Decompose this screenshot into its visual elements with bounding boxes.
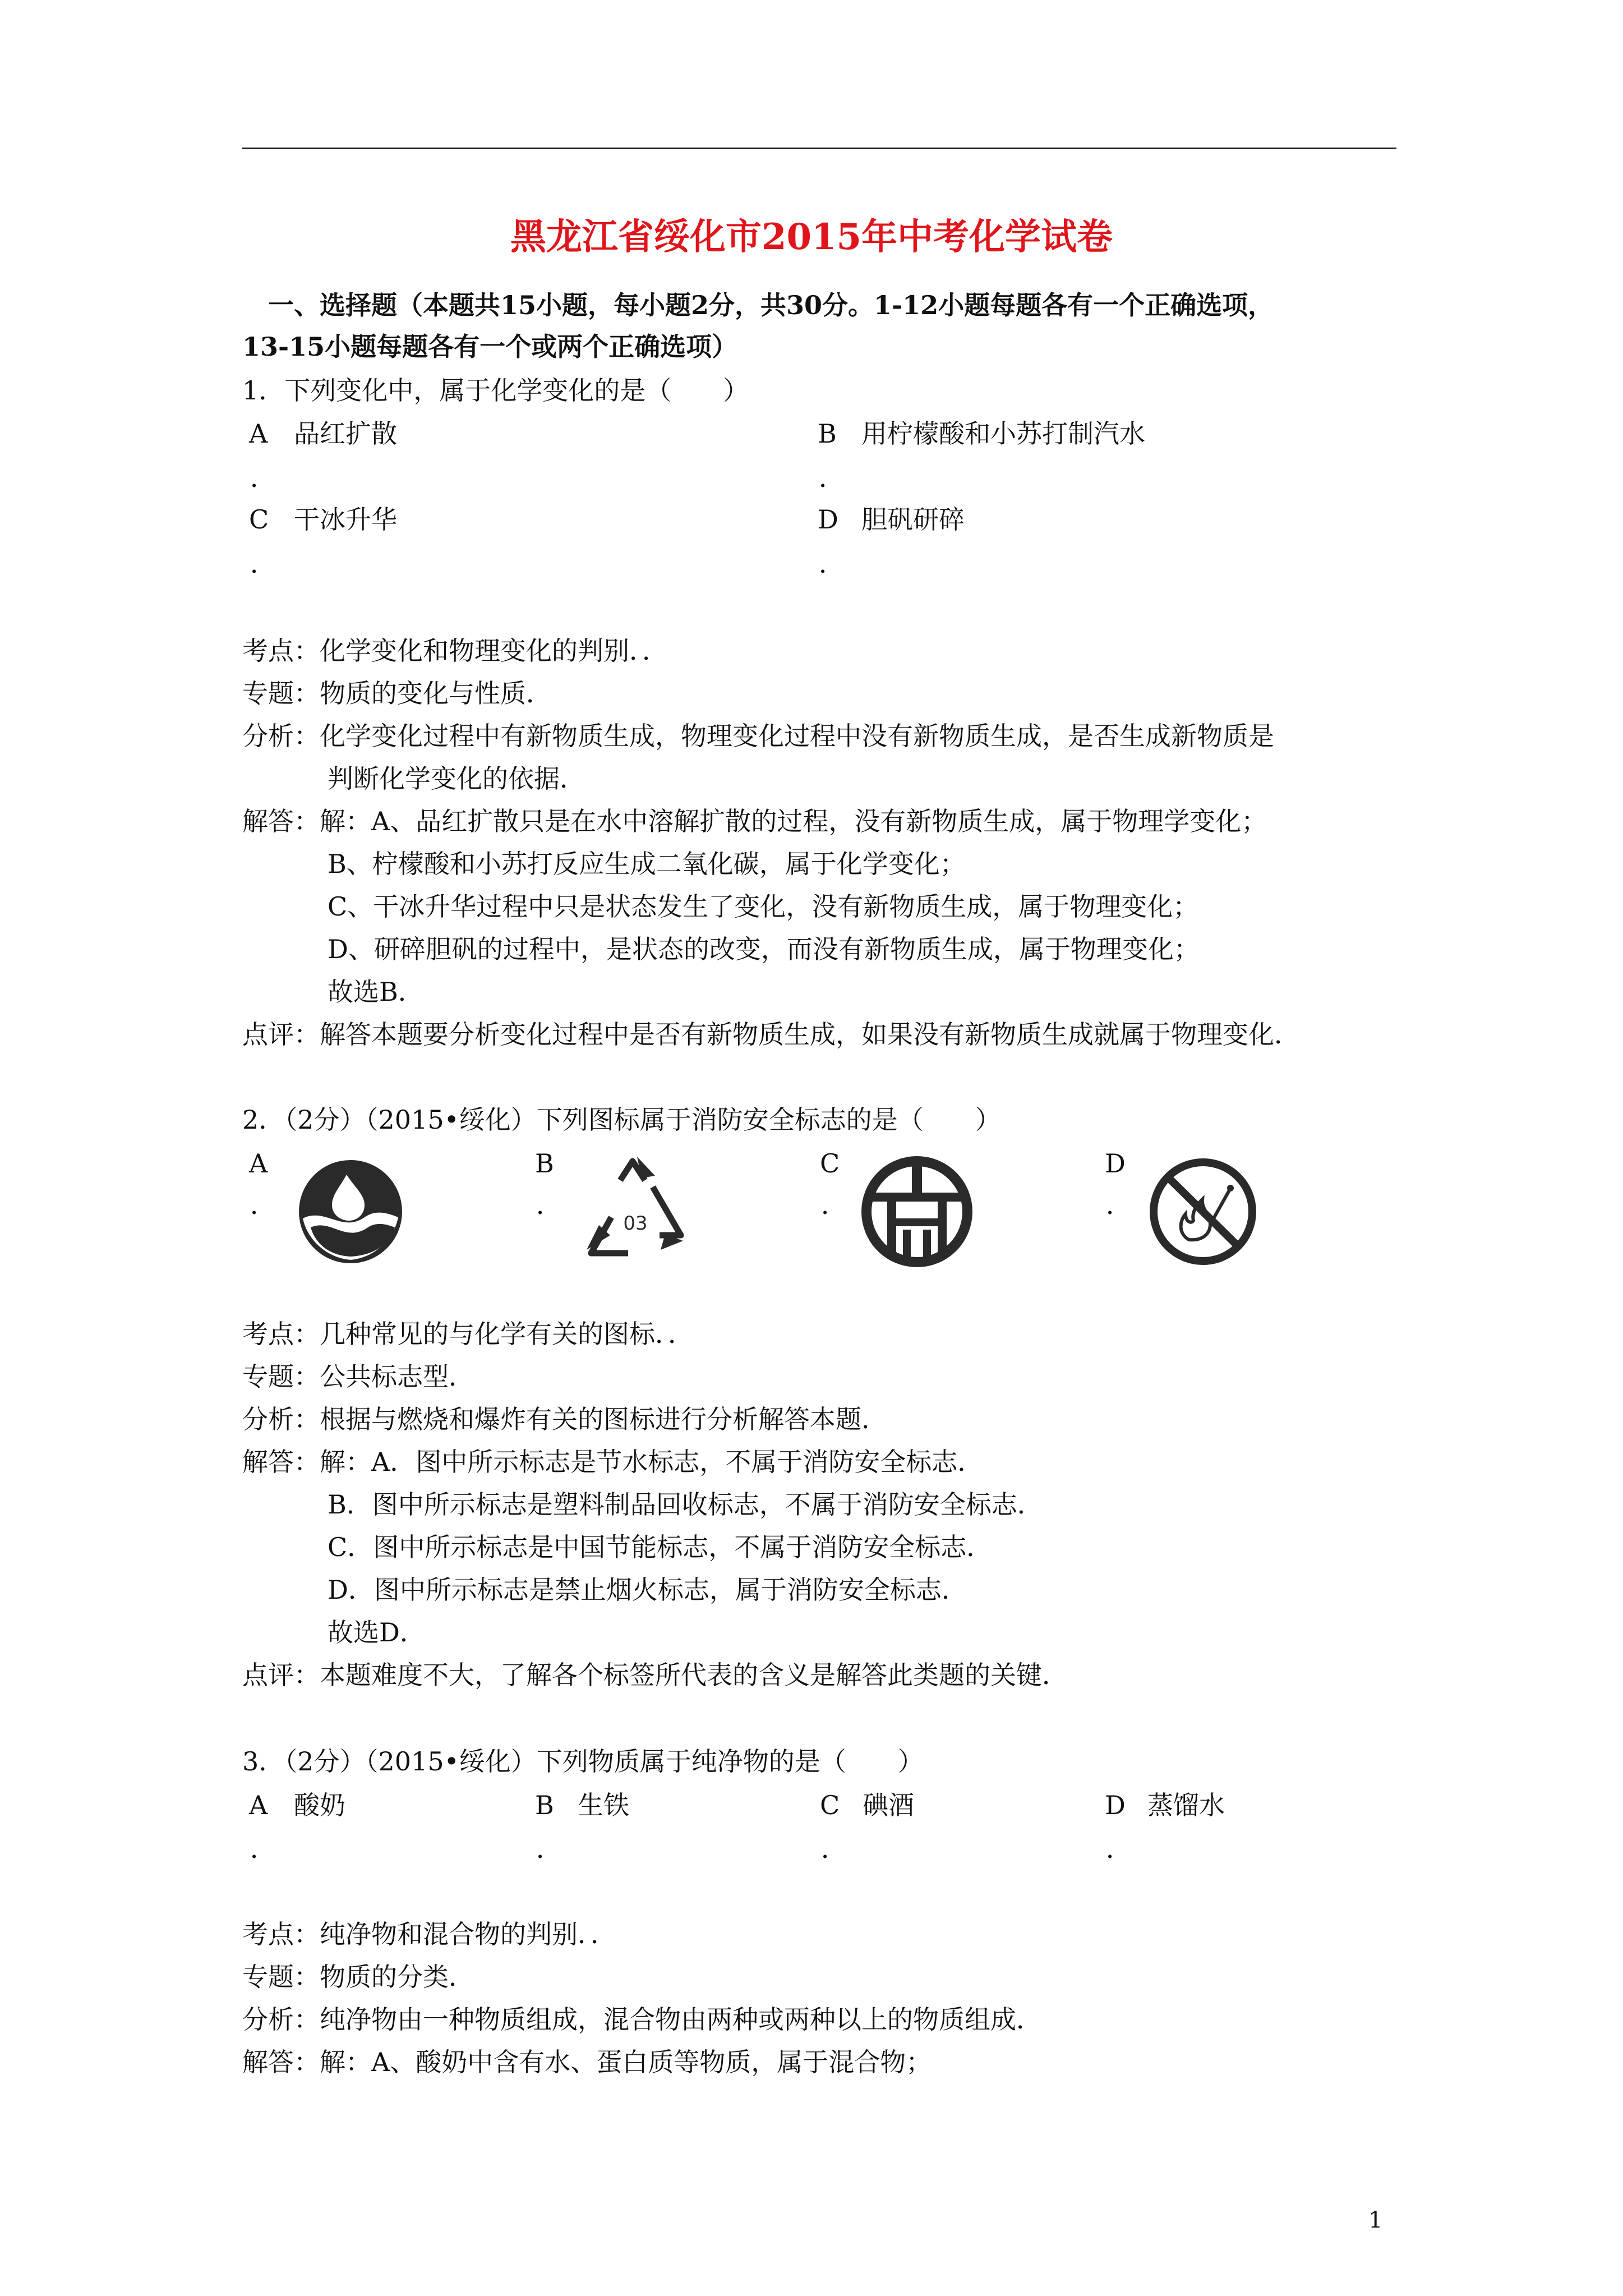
page-number: 1 <box>1368 2207 1383 2233</box>
q2-dianping: 点评：本题难度不大，了解各个标签所代表的含义是解答此类题的关键． <box>242 1660 1068 1690</box>
q3-jieda-line1: 解答：解：A、酸奶中含有水、蛋白质等物质，属于混合物； <box>242 2047 932 2077</box>
q2-jieda-line5: 故选D． <box>328 1617 426 1648</box>
recycling-code-label: 03 <box>623 1212 648 1235</box>
q1-option-c-letter: C <box>249 504 269 535</box>
q3-zhuanti: 专题：物质的分类． <box>242 1962 474 1992</box>
q1-dot-b: ． <box>819 463 845 493</box>
water-saving-icon <box>292 1156 409 1268</box>
q1-jieda-line4: D、研碎胆矾的过程中，是状态的改变，而没有新物质生成，属于物理变化； <box>328 934 1200 964</box>
q1-jieda-line1: 解答：解：A、品红扩散只是在水中溶解扩散的过程，没有新物质生成，属于物理学变化； <box>242 806 1267 836</box>
q2-option-d-letter: D <box>1105 1148 1126 1179</box>
q3-option-c-text: 碘酒 <box>863 1790 914 1820</box>
q1-stem: 1．下列变化中，属于化学变化的是（ ） <box>242 375 749 406</box>
q1-jieda-line3: C、干冰升华过程中只是状态发生了变化，没有新物质生成，属于物理变化； <box>328 891 1199 922</box>
q3-kaodian: 考点：纯净物和混合物的判别．． <box>242 1919 616 1949</box>
q3-option-a-text: 酸奶 <box>294 1790 345 1820</box>
q2-fenxi: 分析：根据与燃烧和爆炸有关的图标进行分析解答本题． <box>242 1404 887 1434</box>
q3-option-d-letter: D <box>1105 1790 1126 1820</box>
q2-dot-c: ． <box>821 1190 847 1220</box>
energy-saving-icon <box>858 1156 976 1268</box>
q3-dot-b: ． <box>536 1834 562 1864</box>
q2-jieda-line1: 解答：解：A．图中所示标志是节水标志，不属于消防安全标志． <box>242 1447 984 1477</box>
q1-dot-a: ． <box>250 463 276 493</box>
q3-option-d-text: 蒸馏水 <box>1147 1790 1225 1820</box>
q3-fenxi: 分析：纯净物由一种物质组成，混合物由两种或两种以上的物质组成． <box>242 2004 1042 2035</box>
no-smoking-icon <box>1144 1156 1262 1268</box>
q3-dot-d: ． <box>1106 1834 1132 1864</box>
q3-stem: 3．（2分）（2015•绥化）下列物质属于纯净物的是（ ） <box>242 1746 924 1777</box>
q1-jieda-line5: 故选B． <box>328 977 424 1007</box>
recycling-03-icon <box>577 1151 694 1263</box>
q1-jieda-line2: B、柠檬酸和小苏打反应生成二氧化碳，属于化学变化； <box>328 849 966 879</box>
section-heading-line2: 13-15小题每题各有一个或两个正确选项） <box>242 332 738 362</box>
q1-fenxi-line1: 分析：化学变化过程中有新物质生成，物理变化过程中没有新物质生成，是否生成新物质是 <box>242 721 1274 751</box>
q2-dot-a: ． <box>250 1190 276 1220</box>
q1-fenxi-line2: 判断化学变化的依据． <box>328 763 585 794</box>
q1-option-b-letter: B <box>818 418 837 449</box>
q2-option-c-letter: C <box>820 1148 840 1179</box>
q2-jieda-line4: D．图中所示标志是禁止烟火标志，属于消防安全标志． <box>328 1575 967 1605</box>
q1-dot-d: ． <box>819 549 845 579</box>
q2-option-b-letter: B <box>535 1148 554 1179</box>
q2-kaodian: 考点：几种常见的与化学有关的图标．． <box>242 1319 694 1349</box>
q2-jieda-line3: C．图中所示标志是中国节能标志，不属于消防安全标志． <box>328 1532 993 1562</box>
q2-dot-d: ． <box>1106 1190 1132 1220</box>
q3-dot-a: ． <box>250 1834 276 1864</box>
q2-option-a-letter: A <box>249 1148 268 1179</box>
q2-zhuanti: 专题：公共标志型． <box>242 1361 474 1392</box>
q2-jieda-line2: B．图中所示标志是塑料制品回收标志，不属于消防安全标志． <box>328 1489 1043 1520</box>
q1-option-a-text: 品红扩散 <box>294 418 397 449</box>
header-rule <box>242 148 1396 149</box>
q2-stem: 2．（2分）（2015•绥化）下列图标属于消防安全标志的是（ ） <box>242 1105 1001 1135</box>
q1-zhuanti: 专题：物质的变化与性质． <box>242 678 552 708</box>
q1-option-b-text: 用柠檬酸和小苏打制汽水 <box>861 418 1145 449</box>
q1-option-a-letter: A <box>249 418 268 449</box>
q1-dot-c: ． <box>250 549 276 579</box>
q3-option-b-letter: B <box>535 1790 554 1820</box>
q1-kaodian: 考点：化学变化和物理变化的判别．． <box>242 636 668 666</box>
q1-option-c-text: 干冰升华 <box>294 504 397 535</box>
q1-dianping: 点评：解答本题要分析变化过程中是否有新物质生成，如果没有新物质生成就属于物理变化． <box>242 1019 1300 1050</box>
q3-option-a-letter: A <box>249 1790 268 1820</box>
q3-option-c-letter: C <box>820 1790 840 1820</box>
q3-option-b-text: 生铁 <box>578 1790 629 1820</box>
q2-dot-b: ． <box>536 1190 562 1220</box>
q3-dot-c: ． <box>821 1834 847 1864</box>
page-title: 黑龙江省绥化市2015年中考化学试卷 <box>510 216 1113 258</box>
section-heading-line1: 一、选择题（本题共15小题，每小题2分，共30分。1-12小题每题各有一个正确选项， <box>268 290 1274 320</box>
q1-option-d-letter: D <box>818 504 838 535</box>
q1-option-d-text: 胆矾研碎 <box>861 504 965 535</box>
